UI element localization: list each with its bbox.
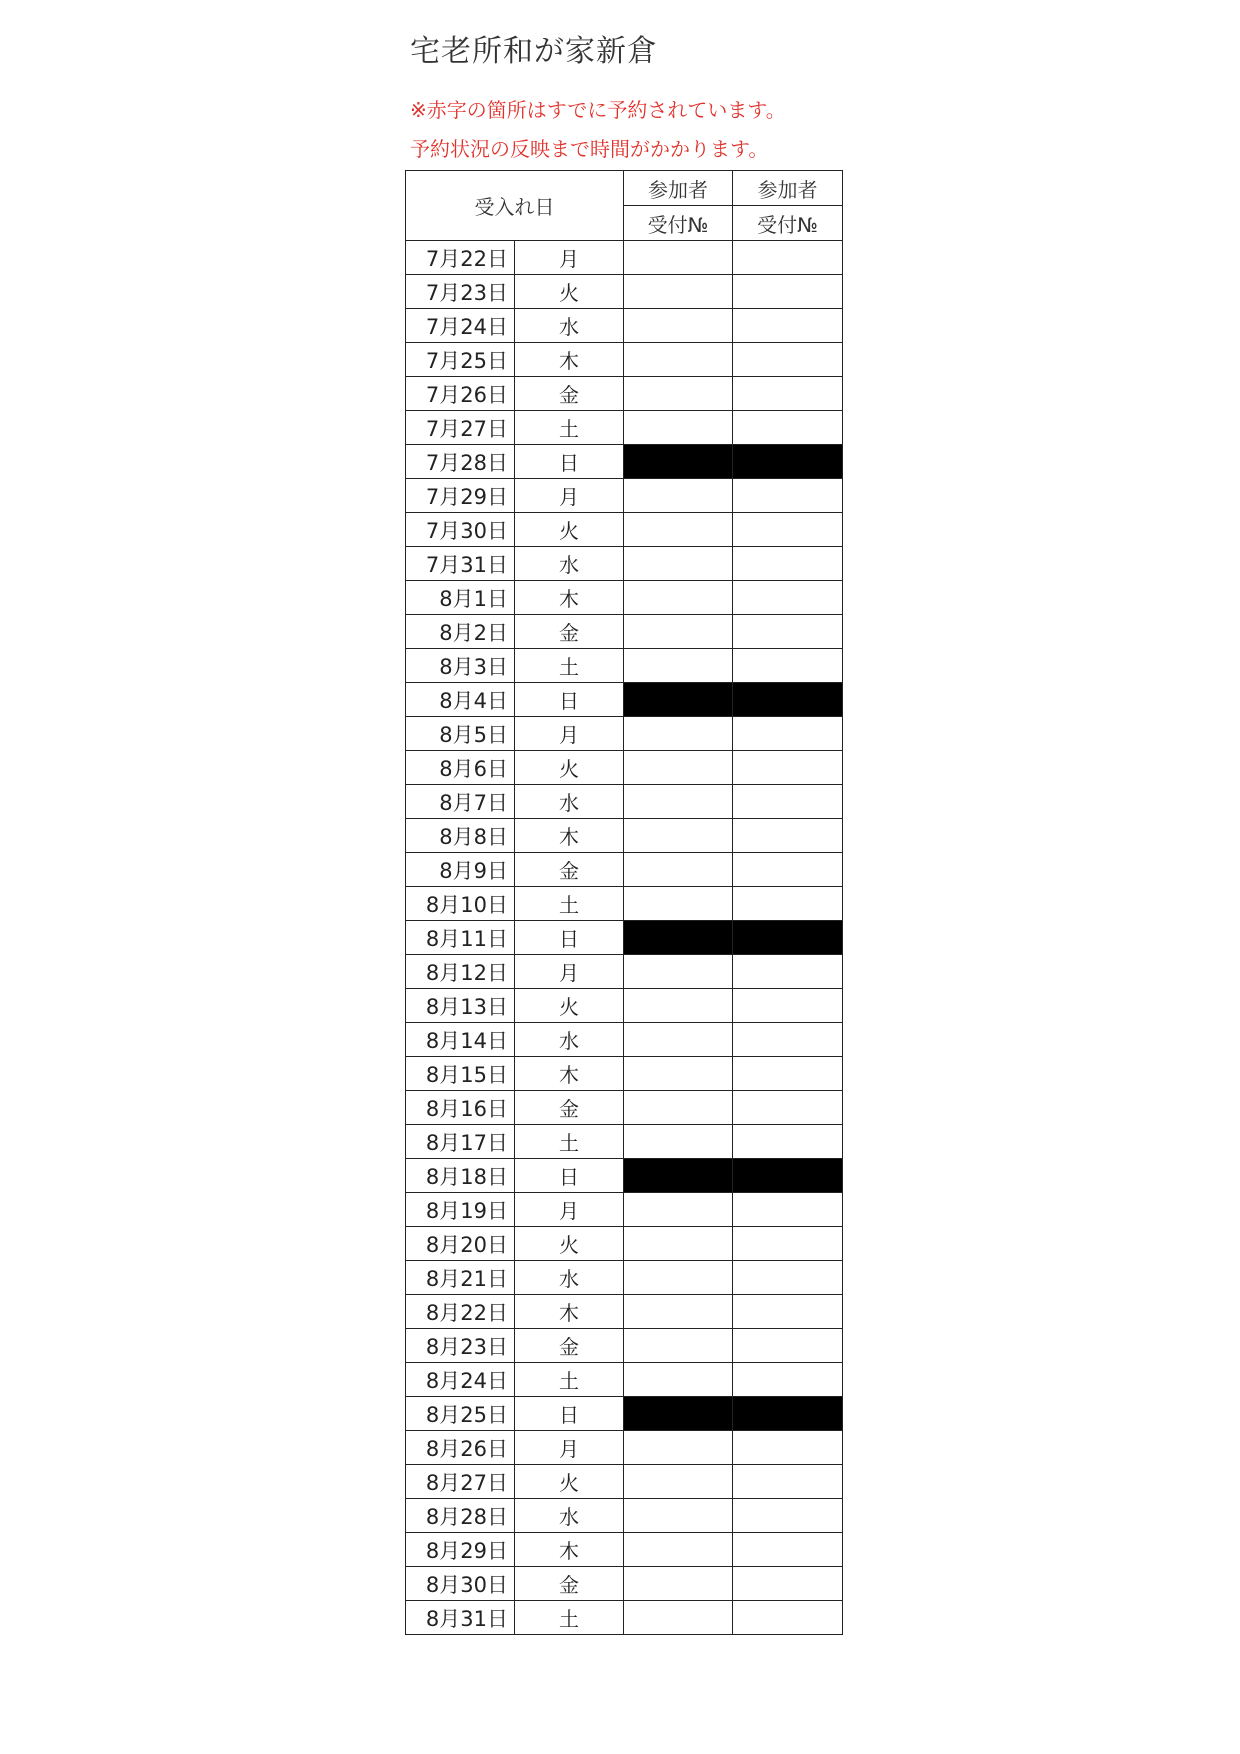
participant-slot-cell bbox=[733, 1431, 843, 1465]
table-row bbox=[406, 581, 843, 615]
closed-slot-cell bbox=[733, 921, 843, 955]
weekday-cell: 金 bbox=[515, 853, 624, 887]
participant-slot-cell bbox=[733, 1227, 843, 1261]
participant-slot-cell bbox=[624, 1057, 733, 1091]
weekday-cell: 木 bbox=[515, 1295, 624, 1329]
participant-slot-cell bbox=[733, 309, 843, 343]
weekday-cell: 月 bbox=[515, 241, 624, 275]
participant-slot-cell bbox=[624, 819, 733, 853]
date-cell: 8月15日 bbox=[406, 1057, 515, 1091]
table-row bbox=[406, 547, 843, 581]
reservation-table bbox=[405, 170, 843, 1635]
participant-slot-cell bbox=[624, 1465, 733, 1499]
weekday-cell: 火 bbox=[515, 513, 624, 547]
participant-slot-cell bbox=[624, 377, 733, 411]
date-cell: 8月2日 bbox=[406, 615, 515, 649]
header-participant-2: 参加者 bbox=[733, 171, 843, 206]
closed-slot-cell bbox=[733, 445, 843, 479]
table-row bbox=[406, 309, 843, 343]
table-row bbox=[406, 887, 843, 921]
participant-slot-cell bbox=[624, 887, 733, 921]
date-cell: 8月1日 bbox=[406, 581, 515, 615]
weekday-cell: 木 bbox=[515, 343, 624, 377]
table-row bbox=[406, 445, 843, 479]
participant-slot-cell bbox=[733, 1465, 843, 1499]
participant-slot-cell bbox=[624, 649, 733, 683]
date-cell: 8月19日 bbox=[406, 1193, 515, 1227]
table-row bbox=[406, 1567, 843, 1601]
weekday-cell: 月 bbox=[515, 717, 624, 751]
table-row bbox=[406, 275, 843, 309]
table-row bbox=[406, 377, 843, 411]
table-row bbox=[406, 921, 843, 955]
weekday-cell: 木 bbox=[515, 581, 624, 615]
date-cell: 7月23日 bbox=[406, 275, 515, 309]
table-row bbox=[406, 785, 843, 819]
date-cell: 7月25日 bbox=[406, 343, 515, 377]
date-cell: 8月25日 bbox=[406, 1397, 515, 1431]
weekday-cell: 日 bbox=[515, 921, 624, 955]
participant-slot-cell bbox=[624, 1363, 733, 1397]
participant-slot-cell bbox=[624, 513, 733, 547]
table-row bbox=[406, 683, 843, 717]
weekday-cell: 水 bbox=[515, 785, 624, 819]
table-body bbox=[406, 241, 843, 1635]
participant-slot-cell bbox=[624, 1125, 733, 1159]
date-cell: 8月27日 bbox=[406, 1465, 515, 1499]
date-cell: 8月17日 bbox=[406, 1125, 515, 1159]
date-cell: 8月16日 bbox=[406, 1091, 515, 1125]
weekday-cell: 火 bbox=[515, 751, 624, 785]
participant-slot-cell bbox=[624, 989, 733, 1023]
table-row bbox=[406, 1159, 843, 1193]
weekday-cell: 土 bbox=[515, 887, 624, 921]
participant-slot-cell bbox=[733, 1499, 843, 1533]
participant-slot-cell bbox=[733, 615, 843, 649]
table-row bbox=[406, 751, 843, 785]
weekday-cell: 金 bbox=[515, 1329, 624, 1363]
date-cell: 8月3日 bbox=[406, 649, 515, 683]
participant-slot-cell bbox=[733, 1295, 843, 1329]
participant-slot-cell bbox=[624, 1295, 733, 1329]
weekday-cell: 月 bbox=[515, 1193, 624, 1227]
reservation-notice: ※赤字の箇所はすでに予約されています。 bbox=[410, 98, 786, 122]
table-row bbox=[406, 1057, 843, 1091]
weekday-cell: 金 bbox=[515, 377, 624, 411]
table-row bbox=[406, 479, 843, 513]
participant-slot-cell bbox=[733, 887, 843, 921]
table-row bbox=[406, 1193, 843, 1227]
table-row bbox=[406, 1329, 843, 1363]
date-cell: 7月31日 bbox=[406, 547, 515, 581]
weekday-cell: 月 bbox=[515, 955, 624, 989]
weekday-cell: 日 bbox=[515, 1397, 624, 1431]
table-row bbox=[406, 1397, 843, 1431]
participant-slot-cell bbox=[733, 1601, 843, 1635]
participant-slot-cell bbox=[733, 1057, 843, 1091]
participant-slot-cell bbox=[624, 1431, 733, 1465]
date-cell: 7月22日 bbox=[406, 241, 515, 275]
date-cell: 8月5日 bbox=[406, 717, 515, 751]
participant-slot-cell bbox=[733, 649, 843, 683]
table-row bbox=[406, 615, 843, 649]
participant-slot-cell bbox=[733, 241, 843, 275]
participant-slot-cell bbox=[624, 785, 733, 819]
weekday-cell: 土 bbox=[515, 1363, 624, 1397]
participant-slot-cell bbox=[624, 1499, 733, 1533]
date-cell: 7月26日 bbox=[406, 377, 515, 411]
participant-slot-cell bbox=[624, 751, 733, 785]
participant-slot-cell bbox=[733, 1261, 843, 1295]
date-cell: 8月14日 bbox=[406, 1023, 515, 1057]
date-cell: 8月26日 bbox=[406, 1431, 515, 1465]
participant-slot-cell bbox=[624, 1193, 733, 1227]
table-row bbox=[406, 1363, 843, 1397]
participant-slot-cell bbox=[624, 1567, 733, 1601]
date-cell: 8月6日 bbox=[406, 751, 515, 785]
participant-slot-cell bbox=[733, 479, 843, 513]
date-cell: 8月7日 bbox=[406, 785, 515, 819]
table-header bbox=[406, 171, 843, 241]
participant-slot-cell bbox=[733, 547, 843, 581]
update-delay-notice: 予約状況の反映まで時間がかかります。 bbox=[410, 137, 769, 161]
table-row bbox=[406, 241, 843, 275]
header-receipt-2: 受付№ bbox=[733, 206, 843, 241]
table-row bbox=[406, 853, 843, 887]
table-row bbox=[406, 513, 843, 547]
weekday-cell: 土 bbox=[515, 1125, 624, 1159]
participant-slot-cell bbox=[624, 309, 733, 343]
date-cell: 8月31日 bbox=[406, 1601, 515, 1635]
participant-slot-cell bbox=[624, 275, 733, 309]
weekday-cell: 水 bbox=[515, 1023, 624, 1057]
participant-slot-cell bbox=[733, 1567, 843, 1601]
participant-slot-cell bbox=[624, 615, 733, 649]
participant-slot-cell bbox=[733, 1193, 843, 1227]
date-cell: 8月30日 bbox=[406, 1567, 515, 1601]
participant-slot-cell bbox=[624, 411, 733, 445]
weekday-cell: 水 bbox=[515, 309, 624, 343]
participant-slot-cell bbox=[733, 717, 843, 751]
table-row bbox=[406, 1295, 843, 1329]
weekday-cell: 金 bbox=[515, 1091, 624, 1125]
date-cell: 8月12日 bbox=[406, 955, 515, 989]
date-cell: 8月13日 bbox=[406, 989, 515, 1023]
date-cell: 7月24日 bbox=[406, 309, 515, 343]
weekday-cell: 木 bbox=[515, 819, 624, 853]
participant-slot-cell bbox=[733, 343, 843, 377]
participant-slot-cell bbox=[624, 1091, 733, 1125]
participant-slot-cell bbox=[624, 1329, 733, 1363]
participant-slot-cell bbox=[733, 1363, 843, 1397]
table-row bbox=[406, 411, 843, 445]
participant-slot-cell bbox=[624, 547, 733, 581]
weekday-cell: 日 bbox=[515, 683, 624, 717]
participant-slot-cell bbox=[733, 955, 843, 989]
table-row bbox=[406, 1091, 843, 1125]
participant-slot-cell bbox=[624, 955, 733, 989]
table-row bbox=[406, 343, 843, 377]
date-cell: 8月21日 bbox=[406, 1261, 515, 1295]
participant-slot-cell bbox=[733, 513, 843, 547]
date-cell: 8月24日 bbox=[406, 1363, 515, 1397]
participant-slot-cell bbox=[733, 989, 843, 1023]
closed-slot-cell bbox=[624, 1397, 733, 1431]
table-row bbox=[406, 819, 843, 853]
table-row bbox=[406, 1499, 843, 1533]
table-row bbox=[406, 1465, 843, 1499]
participant-slot-cell bbox=[733, 1329, 843, 1363]
table-row bbox=[406, 1125, 843, 1159]
participant-slot-cell bbox=[624, 1023, 733, 1057]
participant-slot-cell bbox=[733, 1091, 843, 1125]
participant-slot-cell bbox=[733, 411, 843, 445]
date-cell: 8月23日 bbox=[406, 1329, 515, 1363]
participant-slot-cell bbox=[733, 377, 843, 411]
participant-slot-cell bbox=[624, 241, 733, 275]
closed-slot-cell bbox=[733, 1397, 843, 1431]
header-participant-1: 参加者 bbox=[624, 171, 733, 206]
weekday-cell: 水 bbox=[515, 1261, 624, 1295]
weekday-cell: 土 bbox=[515, 411, 624, 445]
closed-slot-cell bbox=[624, 921, 733, 955]
date-cell: 7月30日 bbox=[406, 513, 515, 547]
table-row bbox=[406, 649, 843, 683]
header-date: 受入れ日 bbox=[406, 171, 624, 241]
weekday-cell: 火 bbox=[515, 989, 624, 1023]
date-cell: 7月29日 bbox=[406, 479, 515, 513]
participant-slot-cell bbox=[733, 785, 843, 819]
participant-slot-cell bbox=[733, 751, 843, 785]
weekday-cell: 日 bbox=[515, 445, 624, 479]
participant-slot-cell bbox=[624, 1601, 733, 1635]
date-cell: 7月27日 bbox=[406, 411, 515, 445]
weekday-cell: 水 bbox=[515, 547, 624, 581]
participant-slot-cell bbox=[733, 1125, 843, 1159]
weekday-cell: 木 bbox=[515, 1533, 624, 1567]
date-cell: 8月4日 bbox=[406, 683, 515, 717]
participant-slot-cell bbox=[624, 343, 733, 377]
date-cell: 8月8日 bbox=[406, 819, 515, 853]
table-row bbox=[406, 1431, 843, 1465]
weekday-cell: 土 bbox=[515, 1601, 624, 1635]
date-cell: 8月10日 bbox=[406, 887, 515, 921]
table-row bbox=[406, 1227, 843, 1261]
weekday-cell: 水 bbox=[515, 1499, 624, 1533]
date-cell: 8月29日 bbox=[406, 1533, 515, 1567]
participant-slot-cell bbox=[733, 853, 843, 887]
weekday-cell: 月 bbox=[515, 479, 624, 513]
participant-slot-cell bbox=[624, 1227, 733, 1261]
weekday-cell: 火 bbox=[515, 1227, 624, 1261]
participant-slot-cell bbox=[624, 717, 733, 751]
closed-slot-cell bbox=[624, 445, 733, 479]
table-row bbox=[406, 955, 843, 989]
date-cell: 8月20日 bbox=[406, 1227, 515, 1261]
date-cell: 8月9日 bbox=[406, 853, 515, 887]
closed-slot-cell bbox=[733, 683, 843, 717]
date-cell: 8月18日 bbox=[406, 1159, 515, 1193]
participant-slot-cell bbox=[624, 479, 733, 513]
closed-slot-cell bbox=[624, 683, 733, 717]
table-row bbox=[406, 1023, 843, 1057]
participant-slot-cell bbox=[733, 275, 843, 309]
weekday-cell: 火 bbox=[515, 275, 624, 309]
participant-slot-cell bbox=[624, 1533, 733, 1567]
participant-slot-cell bbox=[733, 1533, 843, 1567]
table-row bbox=[406, 989, 843, 1023]
weekday-cell: 木 bbox=[515, 1057, 624, 1091]
table-row bbox=[406, 1601, 843, 1635]
date-cell: 8月11日 bbox=[406, 921, 515, 955]
date-cell: 7月28日 bbox=[406, 445, 515, 479]
page-title: 宅老所和が家新倉 bbox=[410, 34, 658, 69]
closed-slot-cell bbox=[733, 1159, 843, 1193]
participant-slot-cell bbox=[624, 853, 733, 887]
participant-slot-cell bbox=[733, 1023, 843, 1057]
weekday-cell: 金 bbox=[515, 615, 624, 649]
participant-slot-cell bbox=[624, 581, 733, 615]
weekday-cell: 日 bbox=[515, 1159, 624, 1193]
table-row bbox=[406, 1533, 843, 1567]
weekday-cell: 火 bbox=[515, 1465, 624, 1499]
weekday-cell: 月 bbox=[515, 1431, 624, 1465]
date-cell: 8月22日 bbox=[406, 1295, 515, 1329]
participant-slot-cell bbox=[624, 1261, 733, 1295]
closed-slot-cell bbox=[624, 1159, 733, 1193]
table-row bbox=[406, 717, 843, 751]
participant-slot-cell bbox=[733, 581, 843, 615]
participant-slot-cell bbox=[733, 819, 843, 853]
header-receipt-1: 受付№ bbox=[624, 206, 733, 241]
weekday-cell: 金 bbox=[515, 1567, 624, 1601]
weekday-cell: 土 bbox=[515, 649, 624, 683]
date-cell: 8月28日 bbox=[406, 1499, 515, 1533]
table-row bbox=[406, 1261, 843, 1295]
